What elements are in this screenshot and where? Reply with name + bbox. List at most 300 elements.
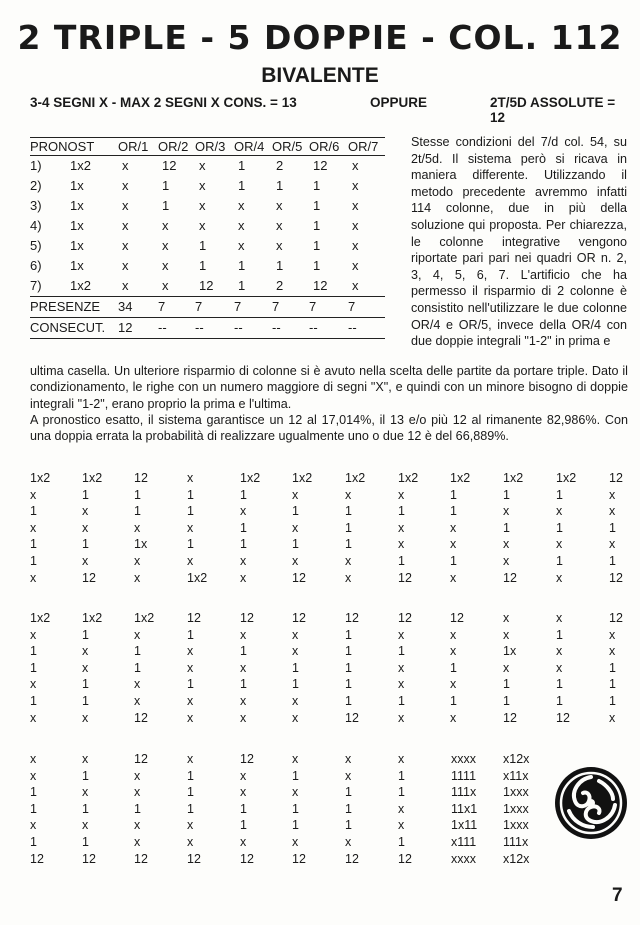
grid-cell: 12 xyxy=(292,611,306,625)
grid-cell: x xyxy=(556,660,563,675)
grid-cell: x xyxy=(398,710,405,725)
grid-cell: 1 xyxy=(450,487,457,502)
pronost-cell: x xyxy=(199,178,206,193)
grid-cell: x xyxy=(240,835,247,849)
pronost-cell: x xyxy=(276,238,283,253)
pronost-header-cell: PRONOST xyxy=(30,139,95,154)
grid-cell: 12 xyxy=(556,710,570,725)
grid-cell: 1 xyxy=(82,627,89,642)
rule-b: OPPURE xyxy=(370,95,428,110)
grid-cell: x xyxy=(240,710,247,725)
grid-cell: x xyxy=(398,752,405,766)
grid-cell: 1x2 xyxy=(134,611,155,625)
grid-cell: x xyxy=(30,818,37,833)
pronost-cell: 1x xyxy=(70,238,84,253)
grid-cell: x xyxy=(292,694,299,708)
grid-cell: 1 xyxy=(398,504,405,519)
grid-cell: 12 xyxy=(503,710,517,725)
grid-cell: 1x2 xyxy=(30,611,51,625)
grid-cell: 12 xyxy=(134,851,148,866)
grid-cell: 12 xyxy=(82,570,96,585)
grid-cell: 1 xyxy=(134,487,141,502)
pronost-cell: 1 xyxy=(313,198,321,213)
grid-cell: 12 xyxy=(450,611,464,625)
grid-cell: x xyxy=(240,768,247,783)
grid-cell: 1 xyxy=(398,554,405,568)
grid-cell: 1 xyxy=(450,554,457,568)
grid-cell: x xyxy=(292,487,299,502)
pronost-cell: x xyxy=(122,238,129,253)
grid-cell: 1111 xyxy=(451,768,477,783)
grid-cell: 1 xyxy=(240,677,247,692)
consecut-cell: -- xyxy=(234,320,243,335)
grid-cell: x xyxy=(398,818,405,833)
grid-cell: 1 xyxy=(292,768,299,783)
grid-cell: 1xxx xyxy=(503,785,529,800)
grid-cell: 1 xyxy=(82,487,89,502)
body-text xyxy=(30,363,628,444)
grid-cell: 1 xyxy=(82,768,89,783)
pronost-cell: 1x xyxy=(70,258,84,273)
pronost-cell: x xyxy=(122,178,129,193)
grid-cell: x12x xyxy=(503,752,530,766)
grid-cell: x xyxy=(134,768,141,783)
grid-cell: x xyxy=(345,554,352,568)
grid-cell: x xyxy=(292,627,299,642)
grid-cell: x xyxy=(82,504,89,519)
grid-cell: 12 xyxy=(240,752,254,766)
grid-cell: 1x2 xyxy=(503,471,524,485)
grid-cell: 1x xyxy=(134,537,148,552)
presenze-row xyxy=(30,296,385,317)
grid-cell: x xyxy=(240,694,247,708)
grid-cell: x xyxy=(345,768,352,783)
grid-cell: x xyxy=(609,710,616,725)
grid-cell: x xyxy=(82,554,89,568)
grid-cell: x xyxy=(134,694,141,708)
grid-cell: 12 xyxy=(345,851,359,866)
grid-cell: 1 xyxy=(292,677,299,692)
pronost-row xyxy=(30,276,385,296)
pronost-cell: 1x xyxy=(70,178,84,193)
grid-cell: 1x xyxy=(503,644,517,659)
grid-cell: 1 xyxy=(292,537,299,552)
pronost-cell: 1 xyxy=(238,278,246,293)
rule-a: 3-4 SEGNI X - MAX 2 SEGNI X CONS. = 13 xyxy=(30,95,297,110)
grid-cell: x xyxy=(240,785,247,800)
grid-cell: 12 xyxy=(398,570,412,585)
grid-cell: x xyxy=(82,520,89,535)
pronost-header-cell: OR/3 xyxy=(195,139,226,154)
grid-cell: 1 xyxy=(609,694,616,708)
presenze-cell: 34 xyxy=(118,299,133,314)
grid-cell: x xyxy=(134,627,141,642)
grid-cell: x xyxy=(187,818,194,833)
pronost-cell: 1x2 xyxy=(70,278,91,293)
grid-cell: x xyxy=(30,627,37,642)
pronost-cell: 1 xyxy=(313,218,321,233)
pronost-cell: 1 xyxy=(162,198,170,213)
pronost-cell: 1 xyxy=(162,178,170,193)
grid-cell: x xyxy=(30,487,37,502)
grid-cell: x xyxy=(450,570,457,585)
grid-cell: x12x xyxy=(503,851,530,866)
pronost-cell: x xyxy=(352,198,359,213)
pronost-header-cell: OR/6 xyxy=(309,139,340,154)
grid-cell: x xyxy=(292,520,299,535)
grid-cell: 1 xyxy=(30,644,37,659)
pronost-header-cell: OR/1 xyxy=(118,139,149,154)
grid-cell: x xyxy=(503,660,510,675)
grid-cell: 12 xyxy=(609,471,623,485)
grid-cell: x xyxy=(398,660,405,675)
grid-cell: 1 xyxy=(398,835,405,849)
grid-cell: x xyxy=(450,644,457,659)
pronost-cell: 1 xyxy=(276,178,284,193)
grid-cell: 1x2 xyxy=(187,570,208,585)
grid-cell: 1 xyxy=(609,554,616,568)
side-paragraph: Stesse condizioni del 7/d col. 54, su 2t/5d. Il sistema però si ricava in maniera differente. Utilizzando il metodo precedente avremmo infatti 114 colonne, due in più della soluzione qui proposta. Per chiarezza, le colonne integrative vengono riportate pari pari nei quadri OR n. 2, 3, 4, 5, 6, 7. L'artificio che ha permesso il risparmio di 2 colonne è consistito nell'utilizzare le due colonne OR/4 e OR/5, invece della OR/4 con due doppie integrali "1-2" in prima e xyxy=(411,135,627,349)
grid-cell: 1 xyxy=(556,487,563,502)
pronost-header-cell: OR/7 xyxy=(348,139,379,154)
body-paragraph-2: A pronostico esatto, il sistema garantisce un 12 al 17,014%, il 13 e/o più 12 al rimanente 82,986%. Con una doppia errata la probabilità di realizzare ugualmente uno o due 12 è del 66,889%. xyxy=(30,412,628,444)
grid-cell: 1 xyxy=(82,694,89,708)
pronost-cell: 1 xyxy=(238,178,246,193)
pronost-cell: x xyxy=(162,258,169,273)
grid-cell: 1 xyxy=(450,660,457,675)
grid-cell: x xyxy=(187,660,194,675)
grid-cell: x111 xyxy=(451,835,477,849)
grid-cell: 1 xyxy=(187,487,194,502)
grid-cell: x xyxy=(556,644,563,659)
grid-cell: 1 xyxy=(345,537,352,552)
pronost-cell: 1x xyxy=(70,218,84,233)
pronost-cell: x xyxy=(122,218,129,233)
pronost-row xyxy=(30,156,385,176)
grid-cell: x xyxy=(556,611,563,625)
grid-cell: 12 xyxy=(187,611,201,625)
grid-cell: x xyxy=(30,570,37,585)
grid-cell: x xyxy=(187,710,194,725)
grid-cell: x xyxy=(345,487,352,502)
page-number: 7 xyxy=(612,885,623,906)
grid-cell: x xyxy=(503,554,510,568)
grid-cell: x xyxy=(450,677,457,692)
pronost-row xyxy=(30,236,385,256)
grid-cell: x xyxy=(345,835,352,849)
grid-cell: 1 xyxy=(556,677,563,692)
grid-cell: 12 xyxy=(609,570,623,585)
grid-cell: x xyxy=(82,785,89,800)
pronost-cell: 3) xyxy=(30,198,42,213)
pronost-header-cell: OR/4 xyxy=(234,139,265,154)
pronost-cell: x xyxy=(352,178,359,193)
grid-cell: x xyxy=(240,627,247,642)
grid-cell: x xyxy=(134,520,141,535)
consecut-cell: CONSECUT. xyxy=(30,320,106,335)
grid-cell: 1 xyxy=(30,504,37,519)
grid-cell: x xyxy=(187,694,194,708)
grid-cell: x xyxy=(187,554,194,568)
grid-cell: x xyxy=(556,504,563,519)
pronost-cell: 12 xyxy=(313,278,328,293)
grid-cell: 11x1 xyxy=(451,801,478,816)
pronost-cell: x xyxy=(199,158,206,173)
pronost-row xyxy=(30,216,385,236)
grid-cell: 1 xyxy=(30,554,37,568)
grid-cell: 1 xyxy=(345,694,352,708)
grid-cell: 12 xyxy=(240,611,254,625)
pronost-cell: x xyxy=(352,158,359,173)
grid-cell: x xyxy=(450,537,457,552)
presenze-cell: 7 xyxy=(309,299,317,314)
grid-cell: 12 xyxy=(292,570,306,585)
body-paragraph-1: ultima casella. Un ulteriore risparmio di colonne si è avuto nella scelta delle partite da portare triple. Dato il condizionamento, le righe con un numero maggiore di segni "X", e quindi con un minore bisogno di doppie integrali "1-2", erano proprio la prima e l'ultima. xyxy=(30,364,628,411)
grid-cell: 1 xyxy=(240,818,247,833)
grid-cell: 1 xyxy=(82,801,89,816)
grid-cell: 12 xyxy=(503,570,517,585)
grid-cell: 1 xyxy=(187,785,194,800)
grid-cell: 12 xyxy=(134,710,148,725)
grid-cell: 1x2 xyxy=(292,471,313,485)
grid-cell: x xyxy=(609,537,616,552)
grid-cell: x xyxy=(240,570,247,585)
grid-cell: x xyxy=(240,504,247,519)
pronost-cell: 4) xyxy=(30,218,42,233)
grid-cell: x xyxy=(398,801,405,816)
grid-cell: 1 xyxy=(398,768,405,783)
pronost-cell: x xyxy=(122,278,129,293)
grid-cell: x xyxy=(609,487,616,502)
grid-cell: 1 xyxy=(345,520,352,535)
grid-cell: xxxx xyxy=(451,752,476,766)
grid-cell: 1 xyxy=(345,677,352,692)
grid-cell: x xyxy=(556,537,563,552)
grid-cell: x xyxy=(556,570,563,585)
pronost-cell: 5) xyxy=(30,238,42,253)
pronost-cell: 1 xyxy=(199,258,207,273)
grid-cell: 1 xyxy=(556,554,563,568)
pronost-cell: x xyxy=(352,258,359,273)
grid-cell: 1x2 xyxy=(345,471,366,485)
grid-cell: x xyxy=(187,752,194,766)
grid-cell: 1 xyxy=(240,520,247,535)
presenze-cell: 7 xyxy=(158,299,166,314)
grid-cell: 1 xyxy=(187,537,194,552)
grid-cell: x xyxy=(503,611,510,625)
presenze-cell: 7 xyxy=(272,299,280,314)
grid-cell: 1 xyxy=(345,818,352,833)
grid-cell: 1 xyxy=(556,627,563,642)
pronost-cell: x xyxy=(238,198,245,213)
pronost-cell: 12 xyxy=(199,278,214,293)
grid-cell: 12 xyxy=(82,851,96,866)
pronost-cell: x xyxy=(199,218,206,233)
pronost-cell: 12 xyxy=(162,158,177,173)
grid-cell: 12 xyxy=(30,851,44,866)
grid-cell: 1x2 xyxy=(240,471,261,485)
grid-cell: x xyxy=(292,644,299,659)
grid-cell: x xyxy=(134,677,141,692)
grid-cell: x xyxy=(30,677,37,692)
grid-cell: 1 xyxy=(240,537,247,552)
consecut-cell: -- xyxy=(348,320,357,335)
pronost-cell: x xyxy=(352,278,359,293)
pronost-cell: 1 xyxy=(313,178,321,193)
grid-cell: 1 xyxy=(30,660,37,675)
grid-cell: 1xxx xyxy=(503,801,529,816)
pronost-cell: 2 xyxy=(276,278,284,293)
grid-cell: 1 xyxy=(240,644,247,659)
consecut-cell: 12 xyxy=(118,320,133,335)
grid-cell: 12 xyxy=(292,851,306,866)
pronost-header-row xyxy=(30,137,385,156)
grid-cell: x xyxy=(134,554,141,568)
grid-cell: 1 xyxy=(187,677,194,692)
consecut-cell: -- xyxy=(195,320,204,335)
consecut-cell: -- xyxy=(158,320,167,335)
grid-cell: 1 xyxy=(503,520,510,535)
grid-cell: 1 xyxy=(30,785,37,800)
grid-cell: 1 xyxy=(292,660,299,675)
grid-cell: x xyxy=(292,785,299,800)
grid-cell: 1 xyxy=(345,627,352,642)
grid-cell: 1 xyxy=(82,677,89,692)
grid-cell: x xyxy=(398,677,405,692)
pronost-cell: 1 xyxy=(313,258,321,273)
grid-cell: x xyxy=(345,570,352,585)
grid-cell: 1 xyxy=(345,801,352,816)
pronost-cell: x xyxy=(162,218,169,233)
presenze-cell: 7 xyxy=(195,299,203,314)
rule-c: 2T/5D ASSOLUTE = 12 xyxy=(490,95,616,125)
pronost-cell: x xyxy=(276,218,283,233)
grid-cell: x xyxy=(345,752,352,766)
grid-cell: 12 xyxy=(398,611,412,625)
pronost-cell: 2 xyxy=(276,158,284,173)
grid-cell: x xyxy=(450,710,457,725)
grid-cell: 1 xyxy=(134,644,141,659)
grid-cell: x xyxy=(30,768,37,783)
consecut-cell: -- xyxy=(309,320,318,335)
pronost-cell: 1 xyxy=(276,258,284,273)
pronost-cell: x xyxy=(352,238,359,253)
pronost-cell: 1) xyxy=(30,158,42,173)
grid-cell: x xyxy=(398,627,405,642)
grid-cell: 1 xyxy=(292,504,299,519)
grid-cell: x xyxy=(292,835,299,849)
presenze-cell: 7 xyxy=(348,299,356,314)
grid-cell: 1 xyxy=(609,660,616,675)
grid-cell: 1 xyxy=(82,537,89,552)
grid-cell: x xyxy=(187,520,194,535)
pronost-cell: 7) xyxy=(30,278,42,293)
grid-cell: x xyxy=(398,487,405,502)
pronost-row xyxy=(30,256,385,276)
grid-cell: 1x11 xyxy=(451,818,478,833)
grid-cell: 1 xyxy=(345,660,352,675)
pronost-cell: x xyxy=(238,218,245,233)
pronost-row xyxy=(30,176,385,196)
grid-cell: 12 xyxy=(345,611,359,625)
pronost-cell: 1 xyxy=(238,158,246,173)
grid-cell: x xyxy=(82,752,89,766)
pronost-cell: 2) xyxy=(30,178,42,193)
page-title: 2 TRIPLE - 5 DOPPIE - COL. 112 xyxy=(17,18,623,57)
grid-cell: 1 xyxy=(187,801,194,816)
pronost-cell: x xyxy=(276,198,283,213)
grid-cell: x xyxy=(292,752,299,766)
grid-cell: x xyxy=(134,835,141,849)
grid-cell: x11x xyxy=(503,768,529,783)
grid-cell: 1 xyxy=(609,520,616,535)
grid-cell: x xyxy=(82,710,89,725)
grid-cell: x xyxy=(134,570,141,585)
grid-cell: x xyxy=(609,644,616,659)
grid-cell: xxxx xyxy=(451,851,476,866)
grid-cell: x xyxy=(450,627,457,642)
grid-cell: 1 xyxy=(345,644,352,659)
pronost-cell: x xyxy=(238,238,245,253)
presenze-cell: PRESENZE xyxy=(30,299,101,314)
grid-cell: 1 xyxy=(240,487,247,502)
pronost-cell: x xyxy=(162,238,169,253)
grid-cell: 1 xyxy=(398,694,405,708)
pronost-row xyxy=(30,196,385,216)
grid-cell: 1 xyxy=(187,504,194,519)
grid-cell: x xyxy=(82,818,89,833)
grid-cell: 1x2 xyxy=(30,471,51,485)
grid-cell: x xyxy=(134,785,141,800)
consecut-cell: -- xyxy=(272,320,281,335)
grid-cell: 1x2 xyxy=(556,471,577,485)
grid-cell: 1 xyxy=(503,677,510,692)
pronost-cell: 1x xyxy=(70,198,84,213)
grid-cell: x xyxy=(292,710,299,725)
grid-cell: x xyxy=(82,644,89,659)
grid-cell: x xyxy=(134,818,141,833)
grid-cell: 12 xyxy=(134,471,148,485)
grid-cell: x xyxy=(503,627,510,642)
grid-cell: x xyxy=(30,710,37,725)
grid-cell: x xyxy=(503,537,510,552)
pronost-cell: x xyxy=(122,158,129,173)
pronost-cell: x xyxy=(199,198,206,213)
grid-cell: 111x xyxy=(451,785,477,800)
pronost-header-cell: OR/5 xyxy=(272,139,303,154)
grid-cell: 1 xyxy=(82,835,89,849)
pronost-cell: x xyxy=(162,278,169,293)
pronost-cell: x xyxy=(122,198,129,213)
grid-cell: x xyxy=(30,752,37,766)
grid-cell: 1 xyxy=(292,801,299,816)
grid-cell: 1 xyxy=(240,801,247,816)
pronost-cell: 1 xyxy=(238,258,246,273)
grid-cell: x xyxy=(292,554,299,568)
grid-cell: 1 xyxy=(134,801,141,816)
system-logo-icon xyxy=(553,765,629,841)
grid-cell: 12 xyxy=(187,851,201,866)
grid-cell: 111x xyxy=(503,835,529,849)
grid-cell: x xyxy=(398,537,405,552)
page-subtitle: BIVALENTE xyxy=(261,64,379,87)
grid-cell: x xyxy=(187,471,194,485)
pronost-cell: 1 xyxy=(199,238,207,253)
grid-cell: x xyxy=(609,504,616,519)
grid-cell: x xyxy=(503,504,510,519)
grid-cell: 1 xyxy=(134,660,141,675)
grid-cell: 12 xyxy=(609,611,623,625)
